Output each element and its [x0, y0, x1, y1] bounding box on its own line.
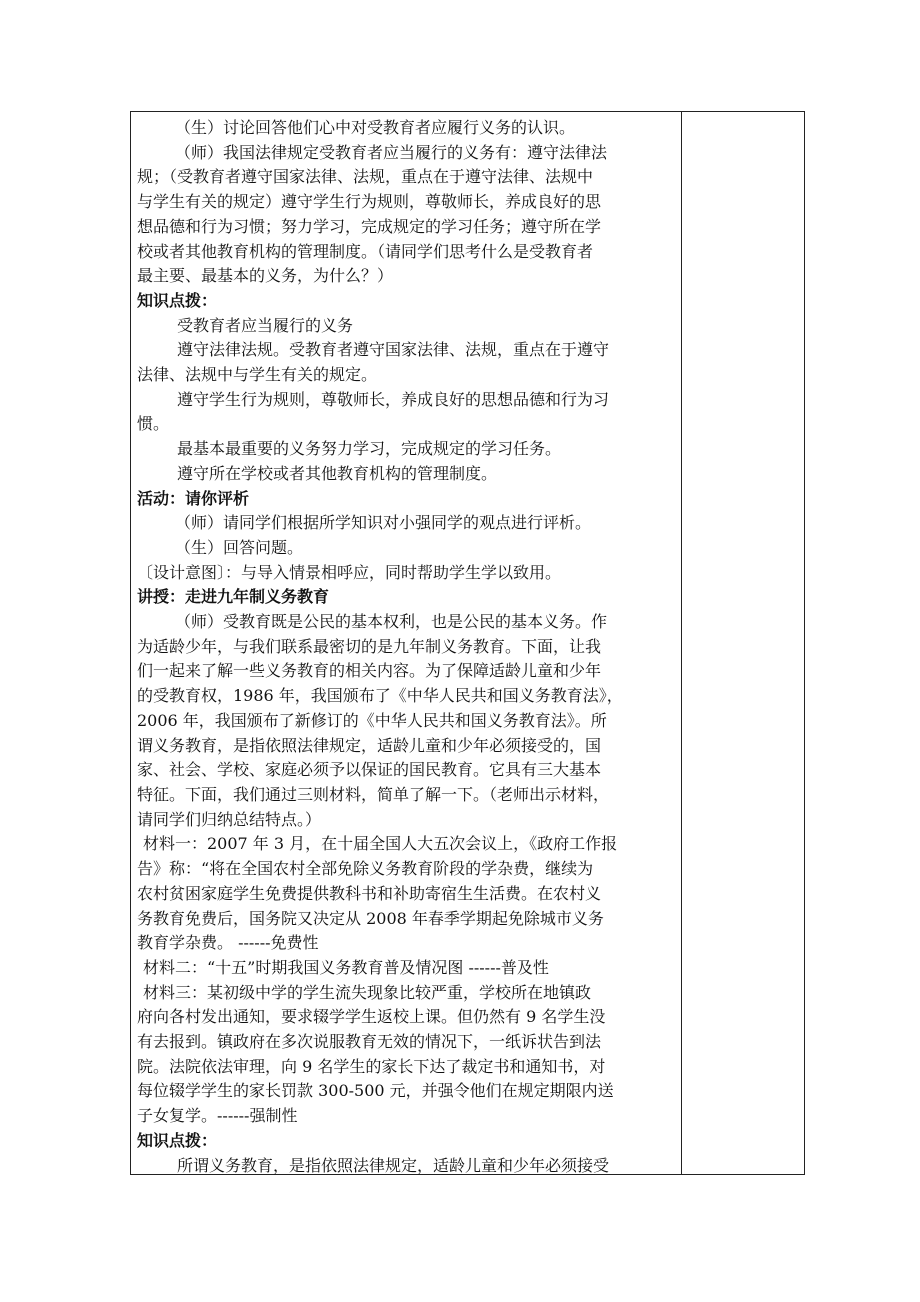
text-line: 法律、法规中与学生有关的规定。: [137, 365, 378, 385]
text-line: 府向各村发出通知，要求辍学学生返校上课。但仍然有 9 名学生没: [137, 1007, 606, 1027]
text-line: 告》称：“将在全国农村全部免除义务教育阶段的学杂费，继续为: [137, 859, 594, 879]
section-heading: 讲授：走进九年制义务教育: [137, 587, 330, 607]
text-line: （生）回答问题。: [175, 537, 304, 557]
text-line: 子女复学。------强制性: [137, 1106, 298, 1126]
text-line: 〔设计意图〕：与导入情景相呼应，同时帮助学生学以致用。: [137, 562, 562, 582]
text-line: 遵守所在学校或者其他教育机构的管理制度。: [177, 463, 498, 483]
text-line: 最主要、最基本的义务，为什么？）: [137, 266, 394, 286]
text-line: 校或者其他教育机构的管理制度。（请同学们思考什么是受教育者: [137, 241, 594, 261]
text-line: 的受教育权，1986 年，我国颁布了《中华人民共和国义务教育法》，: [137, 686, 623, 706]
text-line: 所谓义务教育，是指依照法律规定，适龄儿童和少年必须接受: [177, 1155, 610, 1175]
lesson-content: [137, 116, 679, 1178]
text-line: 2006 年，我国颁布了新修订的《中华人民共和国义务教育法》。所: [137, 710, 607, 730]
text-line: 遵守学生行为规则，尊敬师长，养成良好的思想品德和行为习: [177, 389, 610, 409]
text-line: 务教育免费后，国务院又决定从 2008 年春季学期起免除城市义务: [137, 908, 604, 928]
text-line: 材料二：“十五”时期我国义务教育普及情况图 ------普及性: [143, 957, 549, 977]
section-heading: 知识点拨：: [137, 290, 218, 310]
text-line: 规；（受教育者遵守国家法律、法规，重点在于遵守法律、法规中: [137, 167, 594, 187]
section-heading: 活动：请你评析: [137, 488, 250, 508]
text-line: 每位辍学学生的家长罚款 300-500 元，并强令他们在规定期限内送: [137, 1081, 614, 1101]
text-line: 为适龄少年，与我们联系最密切的是九年制义务教育。下面，让我: [137, 636, 602, 656]
text-line: （师）请同学们根据所学知识对小强同学的观点进行评析。: [175, 513, 592, 533]
text-line: 特征。下面，我们通过三则材料，简单了解一下。（老师出示材料，: [137, 784, 610, 804]
column-divider: [681, 112, 682, 1174]
text-line: 最基本最重要的义务努力学习，完成规定的学习任务。: [177, 439, 562, 459]
text-line: 遵守法律法规。受教育者遵守国家法律、法规，重点在于遵守: [177, 340, 610, 360]
text-line: 家、社会、学校、家庭必须予以保证的国民教育。它具有三大基本: [137, 760, 602, 780]
text-line: 想品德和行为习惯；努力学习，完成规定的学习任务；遵守所在学: [137, 216, 602, 236]
text-line: 惯。: [137, 414, 170, 434]
text-line: 材料三：某初级中学的学生流失现象比较严重，学校所在地镇政: [143, 982, 592, 1002]
text-line: 受教育者应当履行的义务: [177, 315, 354, 335]
text-line: （师）受教育既是公民的基本权利，也是公民的基本义务。作: [175, 612, 608, 632]
lesson-table: [130, 111, 805, 1175]
text-line: 请同学们归纳总结特点。）: [137, 809, 322, 829]
text-line: 院。法院依法审理，向 9 名学生的家长下达了裁定书和通知书，对: [137, 1056, 606, 1076]
text-line: 教育学杂费。 ------免费性: [137, 933, 319, 953]
text-line: 农村贫困家庭学生免费提供教科书和补助寄宿生生活费。在农村义: [137, 883, 602, 903]
text-line: 有去报到。镇政府在多次说服教育无效的情况下，一纸诉状告到法: [137, 1032, 602, 1052]
text-line: 与学生有关的规定）遵守学生行为规则，尊敬师长，养成良好的思: [137, 192, 602, 212]
text-line: 们一起来了解一些义务教育的相关内容。为了保障适龄儿童和少年: [137, 661, 602, 681]
text-line: 材料一：2007 年 3 月，在十届全国人大五次会议上，《政府工作报: [143, 834, 618, 854]
section-heading: 知识点拨：: [137, 1130, 218, 1150]
text-line: （生）讨论回答他们心中对受教育者应履行义务的认识。: [175, 118, 576, 137]
text-line: （师）我国法律规定受教育者应当履行的义务有：遵守法律法: [175, 142, 608, 162]
text-line: 谓义务教育，是指依照法律规定，适龄儿童和少年必须接受的，国: [137, 735, 602, 755]
